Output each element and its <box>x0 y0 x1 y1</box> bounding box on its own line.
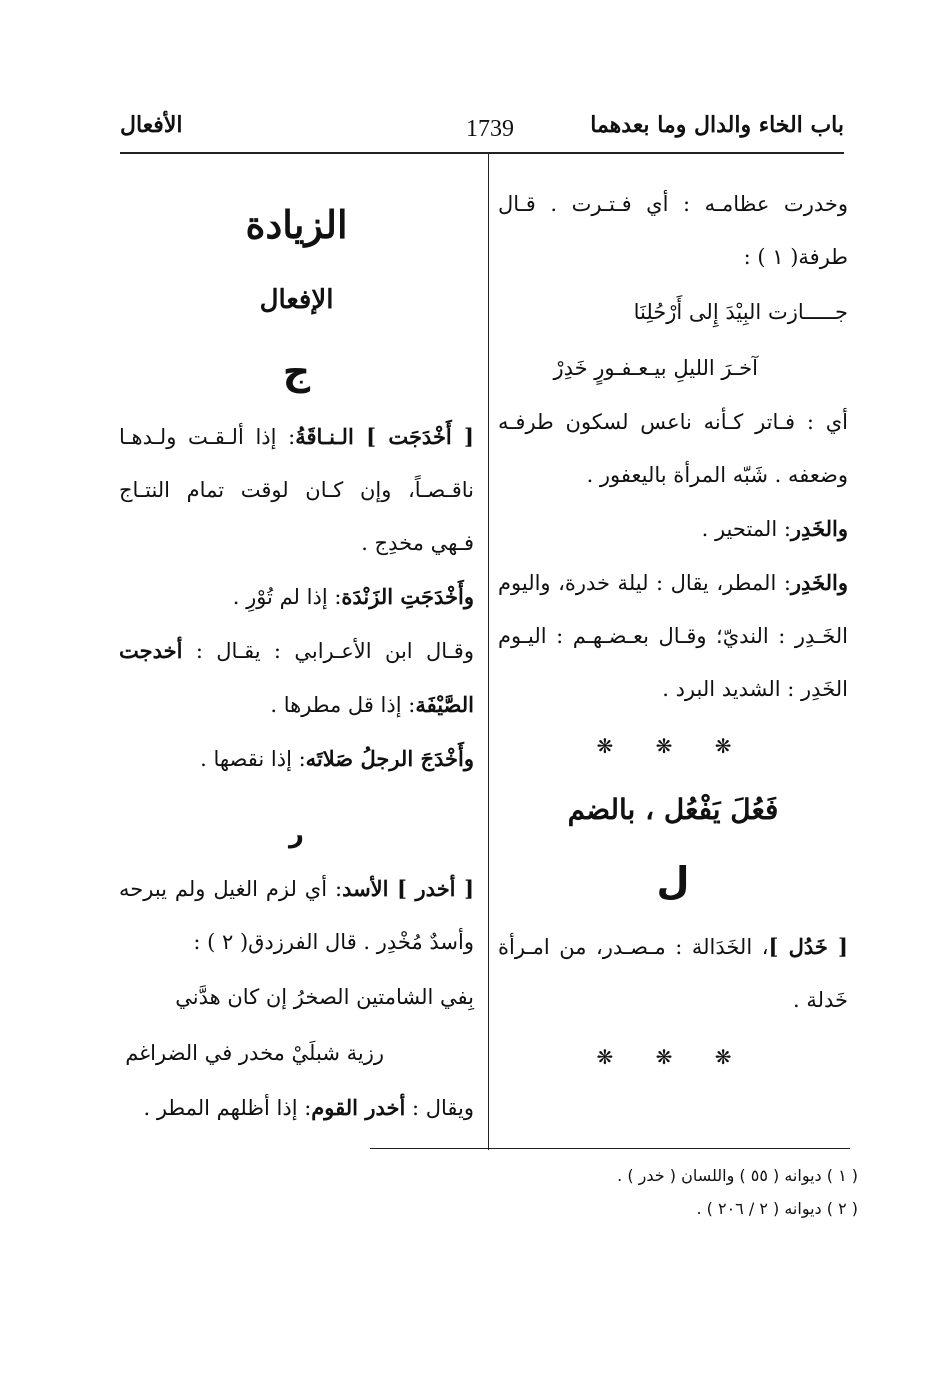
entry-akhdajat <box>119 410 474 570</box>
verse-line-2a: بِفي الشامتين الصخرُ إن كان هدَّني <box>175 985 474 1009</box>
letter-heading-ra: ر <box>289 819 304 849</box>
footnote-rule <box>370 1148 850 1149</box>
headword: وأَخْدَجَ الرجلُ صَلاتَه <box>305 746 474 771</box>
headword: [ أَخْدَجَت ] الـنـاقَةُ <box>295 424 474 449</box>
page-number: 1739 <box>466 116 514 142</box>
definition: : إذا قل مطرها . <box>270 693 416 717</box>
entry-khadir-confused <box>498 502 848 556</box>
running-header-section: الأفعال <box>120 112 183 138</box>
definition: : إذا ألـقـت ولـدهـا ناقـصـاً، وإن كـان لوقت تمام النتـاج فـهي مخدِج . <box>119 425 474 555</box>
section-subtitle-ifal: الإفعال <box>259 285 334 315</box>
definition: : المتحير . <box>701 517 791 541</box>
letter-heading-jim: ج <box>282 349 311 393</box>
verse-explanation: أي : فـاتر كـأنه ناعس لسكون طرفـه وضعفه . شَبّه المرأة باليعفور . <box>498 410 848 487</box>
headword: أخدر القوم <box>311 1095 406 1120</box>
running-header-chapter: باب الخاء والدال وما بعدهما <box>590 112 844 138</box>
attribution: ويقال : <box>411 1096 474 1120</box>
headword: [ خَدُل ] <box>768 934 848 959</box>
entry-khadir-rain <box>498 556 848 716</box>
definition: : أي لزم الغيل ولم يبرحه وأسدٌ مُخْدِر . قال الفرزدق( ٢ ) : <box>119 877 474 954</box>
column-divider <box>488 152 489 1150</box>
definition: : إذا أظلهم المطر . <box>143 1096 312 1120</box>
letter-heading-lam: ل <box>656 859 690 903</box>
left-column <box>119 190 474 1135</box>
definition: ، الخَدَالة : مـصـدر، من امـرأة خَدلة . <box>498 935 848 1012</box>
section-separator: ❋ ❋ ❋ <box>596 734 750 758</box>
footnote-2: ( ٢ ) ديوانه ( ٢ / ٢٠٦ ) . <box>696 1199 858 1218</box>
entry-khadul <box>498 920 848 1027</box>
entry-akhdaja-salat <box>119 732 474 786</box>
headword: أخدجت الصَّيْفَة <box>119 638 474 717</box>
headword: [ أخدر ] الأسد <box>342 876 475 901</box>
verb-pattern-heading: فَعُلَ يَفْعُل ، بالضم <box>567 793 779 826</box>
right-column <box>498 178 848 1091</box>
definition: : إذا لم تُوْرِ . <box>232 585 342 609</box>
footnote-1: ( ١ ) ديوانه ( ٥٥ ) واللسان ( خدر ) . <box>617 1166 858 1185</box>
definition: : إذا نقصها . <box>200 747 306 771</box>
entry-khadirat: وخدرت عظامـه : أي فـتـرت . قـال طرفة( ١ ) : <box>498 192 848 269</box>
headword: والخَدِر <box>790 570 848 595</box>
header-rule <box>120 152 844 154</box>
entry-akhdar-asad <box>119 862 474 969</box>
entry-akhdar-qawm <box>119 1081 474 1135</box>
verse-line-2b: رزية شبلَيْ مخدر في الضراغم <box>125 1041 384 1065</box>
section-separator: ❋ ❋ ❋ <box>596 1045 750 1069</box>
verse-line-1b: آخـرَ الليلِ بيـعـفـورٍ خَدِرْ <box>553 356 758 380</box>
section-title-ziyada: الزيادة <box>245 202 348 247</box>
entry-akhdajat-sayfa <box>119 624 474 732</box>
entry-akhdajat-zanda <box>119 570 474 624</box>
verse-line-1a: جـــــازت البِيْدَ إِلى أَرْحُلِنَا <box>633 300 848 324</box>
headword: وأَخْدَجَتِ الزَنْدَة <box>341 584 474 609</box>
definition: : المطر، يقال : ليلة خدرة، واليوم الخَـدِر : النديّ؛ وقـال بعـضـهـم : اليـوم الخَدِر : الشديد البرد . <box>498 571 848 701</box>
attribution: وقـال ابن الأعـرابي : يقـال : <box>195 639 474 663</box>
headword: والخَدِر <box>790 516 848 541</box>
